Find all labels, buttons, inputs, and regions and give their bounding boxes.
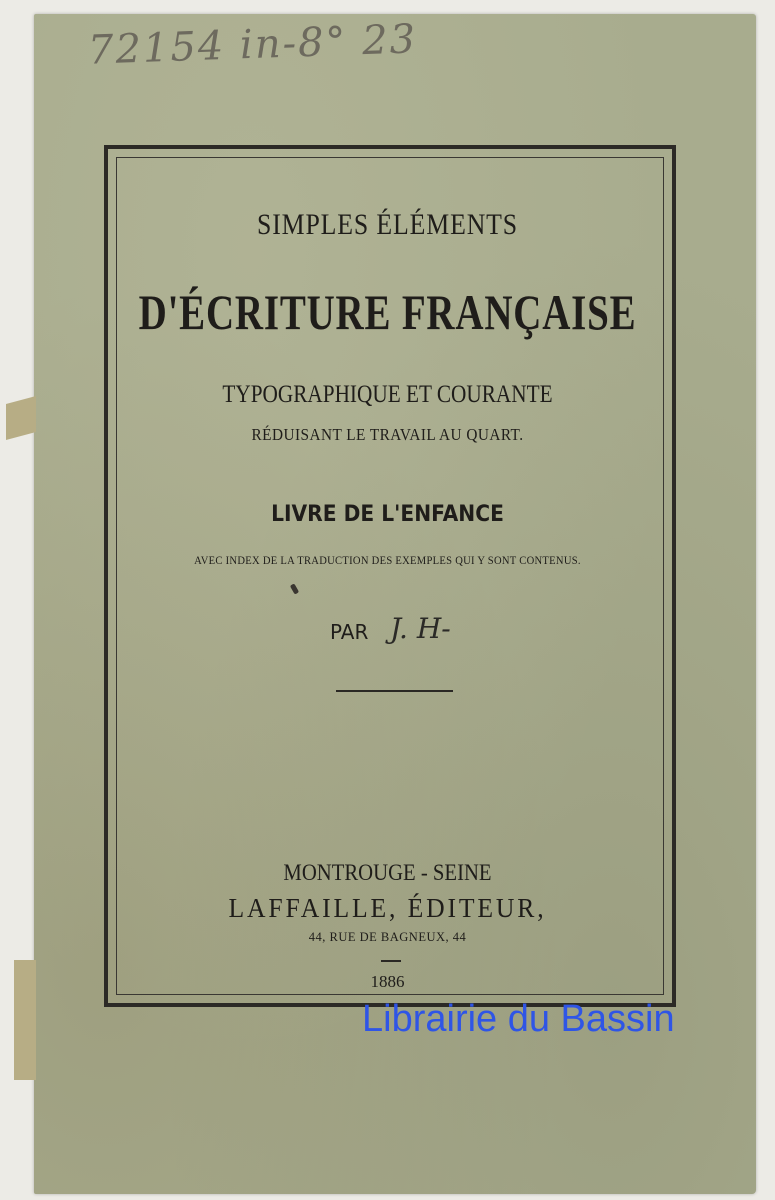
- title-line-1: SIMPLES ÉLÉMENTS: [256, 208, 519, 241]
- divider-rule: [336, 690, 453, 692]
- handwritten-shelfmark: 72154 in-8° 23: [87, 16, 418, 74]
- imprint-year: 1886: [370, 972, 405, 991]
- author-prefix: PAR: [330, 620, 369, 644]
- imprint-place: MONTROUGE - SEINE: [283, 860, 492, 885]
- title-line-3: TYPOGRAPHIQUE ET COURANTE: [222, 381, 553, 408]
- torn-edge: [6, 396, 36, 440]
- author-handwritten: J. H-: [390, 612, 451, 645]
- short-divider: [381, 960, 401, 962]
- title-line-4: RÉDUISANT LE TRAVAIL AU QUART.: [251, 425, 524, 444]
- index-note: AVEC INDEX DE LA TRADUCTION DES EXEMPLES QUI Y SONT CONTENUS.: [194, 555, 581, 567]
- watermark-text: Librairie du Bassin: [362, 998, 675, 1040]
- title-line-2: D'ÉCRITURE FRANÇAISE: [138, 284, 637, 340]
- imprint-address: 44, RUE DE BAGNEUX, 44: [308, 930, 467, 944]
- subtitle: LIVRE DE L'ENFANCE: [271, 502, 504, 527]
- imprint-publisher: LAFFAILLE, ÉDITEUR,: [228, 893, 547, 923]
